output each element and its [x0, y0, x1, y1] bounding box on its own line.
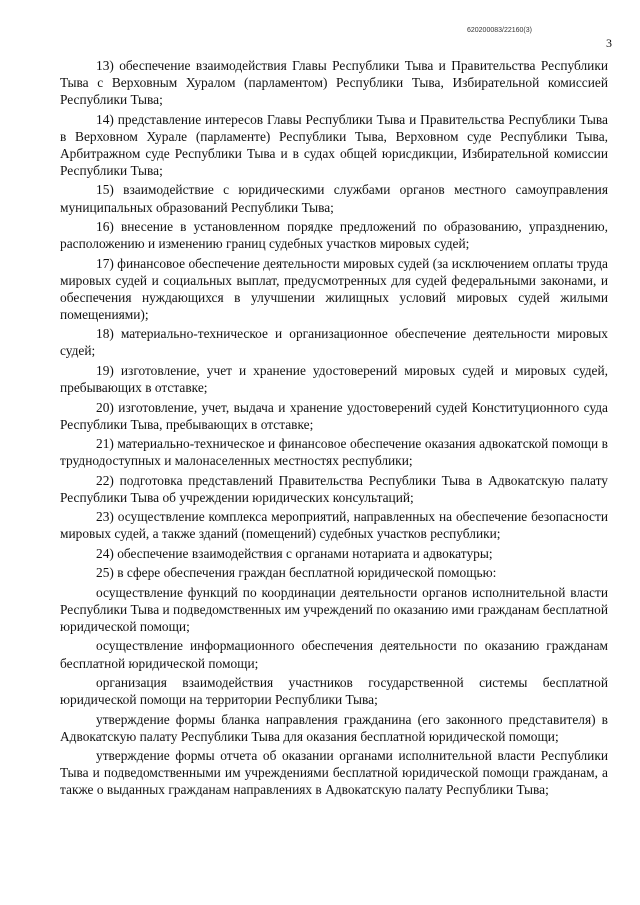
subparagraph-coordination: осуществление функций по координации деятельности органов исполнительной власти Республики Тыва и подведомственных им учреждений по оказанию ими гражданам бесплатной юридической помощи; — [60, 584, 608, 634]
document-id: 620200083/22160(3) — [466, 27, 532, 34]
subparagraph-report-form: утверждение формы отчета об оказании органами исполнительной власти Республики Тыва и подведомственными им учреждениями бесплатной юридической помощи гражданам, а также о выданных гражданам направлениях в Адвокатскую палату Республики Тыва; — [60, 748, 608, 798]
subparagraph-interaction: организация взаимодействия участников государственной системы бесплатной юридической помощи на территории Республики Тыва; — [60, 675, 608, 708]
paragraph-item-19: 19) изготовление, учет и хранение удостоверений мировых судей и мировых судей, пребывающих в отставке; — [60, 362, 608, 396]
document-body — [60, 57, 608, 801]
paragraph-item-24: 24) обеспечение взаимодействия с органами нотариата и адвокатуры; — [96, 545, 493, 561]
paragraph-item-16: 16) внесение в установленном порядке предложений по образованию, упразднению, расположению и изменению границ судебных участков мировых судей; — [60, 219, 608, 252]
paragraph-item-23: 23) осуществление комплекса мероприятий, направленных на обеспечение безопасности мировых судей, а также зданий (помещений) судебных участков республики; — [60, 509, 608, 542]
paragraph-item-15: 15) взаимодействие с юридическими службами органов местного самоуправления муниципальных образований Республики Тыва; — [60, 182, 608, 215]
page-number: 3 — [606, 36, 612, 50]
paragraph-item-20: 20) изготовление, учет, выдача и хранение удостоверений судей Конституционного суда Республики Тыва, пребывающих в отставке; — [60, 399, 608, 432]
subparagraph-information: осуществление информационного обеспечения деятельности по оказанию гражданам бесплатной юридической помощи; — [60, 638, 608, 671]
subparagraph-referral-form: утверждение формы бланка направления гражданина (его законного представителя) в Адвокатскую палату Республики Тыва для оказания бесплатной юридической помощи; — [60, 711, 608, 744]
paragraph-item-22: 22) подготовка представлений Правительства Республики Тыва в Адвокатскую палату Республики Тыва об учреждении юридических консультаций; — [60, 472, 608, 505]
paragraph-item-21: 21) материально-техническое и финансовое обеспечение оказания адвокатской помощи в труднодоступных и малонаселенных местностях республики; — [60, 436, 608, 469]
paragraph-item-13: 13) обеспечение взаимодействия Главы Республики Тыва и Правительства Республики Тыва с Верховным Хуралом (парламентом) Республики Тыва, Избирательной комиссией Республики Тыва; — [60, 58, 608, 108]
paragraph-item-14: 14) представление интересов Главы Республики Тыва и Правительства Республики Тыва в Верховном Хурале (парламенте) Республики Тыва, Верховном суде Республики Тыва, Арбитражном суде Республики Тыва и в судах общей юрисдикции, Избирательной комиссии Республики Тыва; — [60, 111, 608, 178]
paragraph-item-18: 18) материально-техническое и организационное обеспечение деятельности мировых судей; — [60, 326, 608, 359]
paragraph-item-17: 17) финансовое обеспечение деятельности мировых судей (за исключением оплаты труда мировых судей и социальных выплат, предусмотренных для судей федеральными законами, и обеспечения нуждающихся в улучшении жилищных условий мировых судей жилыми помещениями); — [60, 255, 608, 322]
paragraph-item-25: 25) в сфере обеспечения граждан бесплатной юридической помощью: — [96, 565, 497, 581]
